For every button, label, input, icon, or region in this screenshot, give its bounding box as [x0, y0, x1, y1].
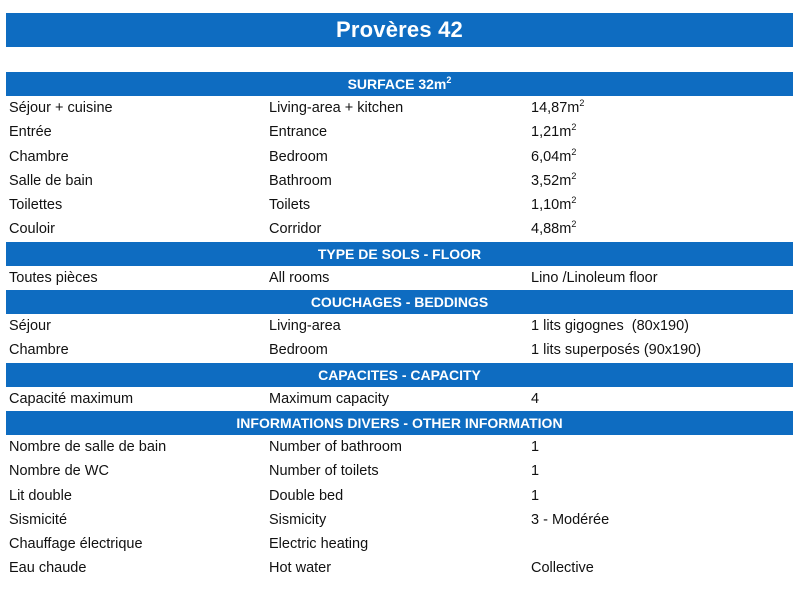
english-label: Bedroom	[269, 148, 328, 165]
english-label: Entrance	[269, 124, 328, 141]
table-row	[6, 120, 793, 144]
english-label: Toilets	[269, 197, 311, 214]
superscript: 2	[579, 98, 585, 108]
table-row	[6, 314, 793, 338]
french-label: Toilettes	[9, 197, 63, 214]
french-label: Toutes pièces	[9, 269, 98, 286]
french-label: Capacité maximum	[9, 390, 134, 407]
table-row	[6, 508, 793, 532]
value-cell: Lino /Linoleum floor	[531, 269, 658, 286]
value-cell	[531, 120, 790, 144]
value-cell	[531, 217, 790, 241]
table-row	[6, 556, 793, 580]
table-row	[6, 338, 793, 362]
value-cell	[531, 96, 790, 120]
english-label: Living-area + kitchen	[269, 100, 404, 116]
french-label: Séjour	[9, 318, 51, 335]
english-label: Bedroom	[269, 342, 328, 359]
table-row	[6, 266, 793, 290]
section-header-surface	[6, 72, 793, 96]
section-header-floor: TYPE DE SOLS - FLOOR	[6, 242, 793, 266]
info-table	[6, 72, 793, 581]
value-cell: 1	[531, 463, 540, 480]
section-header-other-information: INFORMATIONS DIVERS - OTHER INFORMATION	[6, 411, 793, 435]
table-row	[6, 169, 793, 193]
section-header-beddings: COUCHAGES - BEDDINGS	[6, 290, 793, 314]
section-header-label: SURFACE 32m	[347, 76, 447, 92]
french-label: Couloir	[9, 221, 55, 238]
english-label: Double bed	[269, 487, 344, 504]
english-label: Electric heating	[269, 536, 369, 553]
superscript: 2	[571, 219, 577, 230]
english-label: Hot water	[269, 560, 332, 577]
french-label: Séjour + cuisine	[9, 100, 113, 116]
french-label: Lit double	[9, 487, 72, 504]
table-row	[6, 193, 793, 217]
english-label: Number of bathroom	[269, 438, 402, 455]
french-label: Chauffage électrique	[9, 536, 143, 553]
table-row	[6, 387, 793, 411]
french-label: Salle de bain	[9, 172, 93, 189]
superscript: 2	[571, 146, 577, 157]
table-row	[6, 435, 793, 459]
superscript: 2	[571, 122, 577, 133]
value-cell: 1	[531, 438, 540, 455]
french-label: Chambre	[9, 342, 69, 359]
table-row	[6, 145, 793, 169]
table-row	[6, 459, 793, 483]
french-label: Nombre de salle de bain	[9, 438, 167, 455]
value-text: 1,10m	[531, 197, 572, 214]
table-row	[6, 484, 793, 508]
value-text: 14,87m	[531, 100, 580, 116]
superscript: 2	[571, 170, 577, 181]
value-cell: 1	[531, 487, 540, 504]
superscript: 2	[571, 195, 577, 206]
section-header-capacity: CAPACITES - CAPACITY	[6, 363, 793, 387]
table-row	[6, 532, 793, 556]
value-cell	[531, 193, 790, 217]
english-label: Maximum capacity	[269, 390, 390, 407]
french-label: Chambre	[9, 148, 69, 165]
value-cell	[531, 169, 790, 193]
superscript: 2	[446, 75, 452, 85]
page-title: Provères 42	[6, 13, 793, 47]
english-label: Bathroom	[269, 172, 332, 189]
value-cell: 4	[531, 390, 540, 407]
french-label: Entrée	[9, 124, 52, 141]
english-label: Living-area	[269, 318, 341, 335]
value-cell: 3 - Modérée	[531, 511, 610, 528]
value-cell: Collective	[531, 560, 594, 577]
table-row	[6, 217, 793, 241]
value-text: 4,88m	[531, 221, 572, 238]
value-text: 6,04m	[531, 148, 572, 165]
french-label: Eau chaude	[9, 560, 87, 577]
value-cell	[531, 532, 790, 556]
french-label: Nombre de WC	[9, 463, 109, 480]
french-label: Sismicité	[9, 511, 68, 528]
english-label: Corridor	[269, 221, 322, 238]
value-cell: 1 lits superposés (90x190)	[531, 342, 702, 359]
english-label: All rooms	[269, 269, 330, 286]
english-label: Sismicity	[269, 511, 327, 528]
value-cell	[531, 145, 790, 169]
value-text: 3,52m	[531, 172, 572, 189]
table-row	[6, 96, 793, 120]
value-text: 1,21m	[531, 124, 572, 141]
value-cell: 1 lits gigognes (80x190)	[531, 318, 689, 335]
english-label: Number of toilets	[269, 463, 379, 480]
